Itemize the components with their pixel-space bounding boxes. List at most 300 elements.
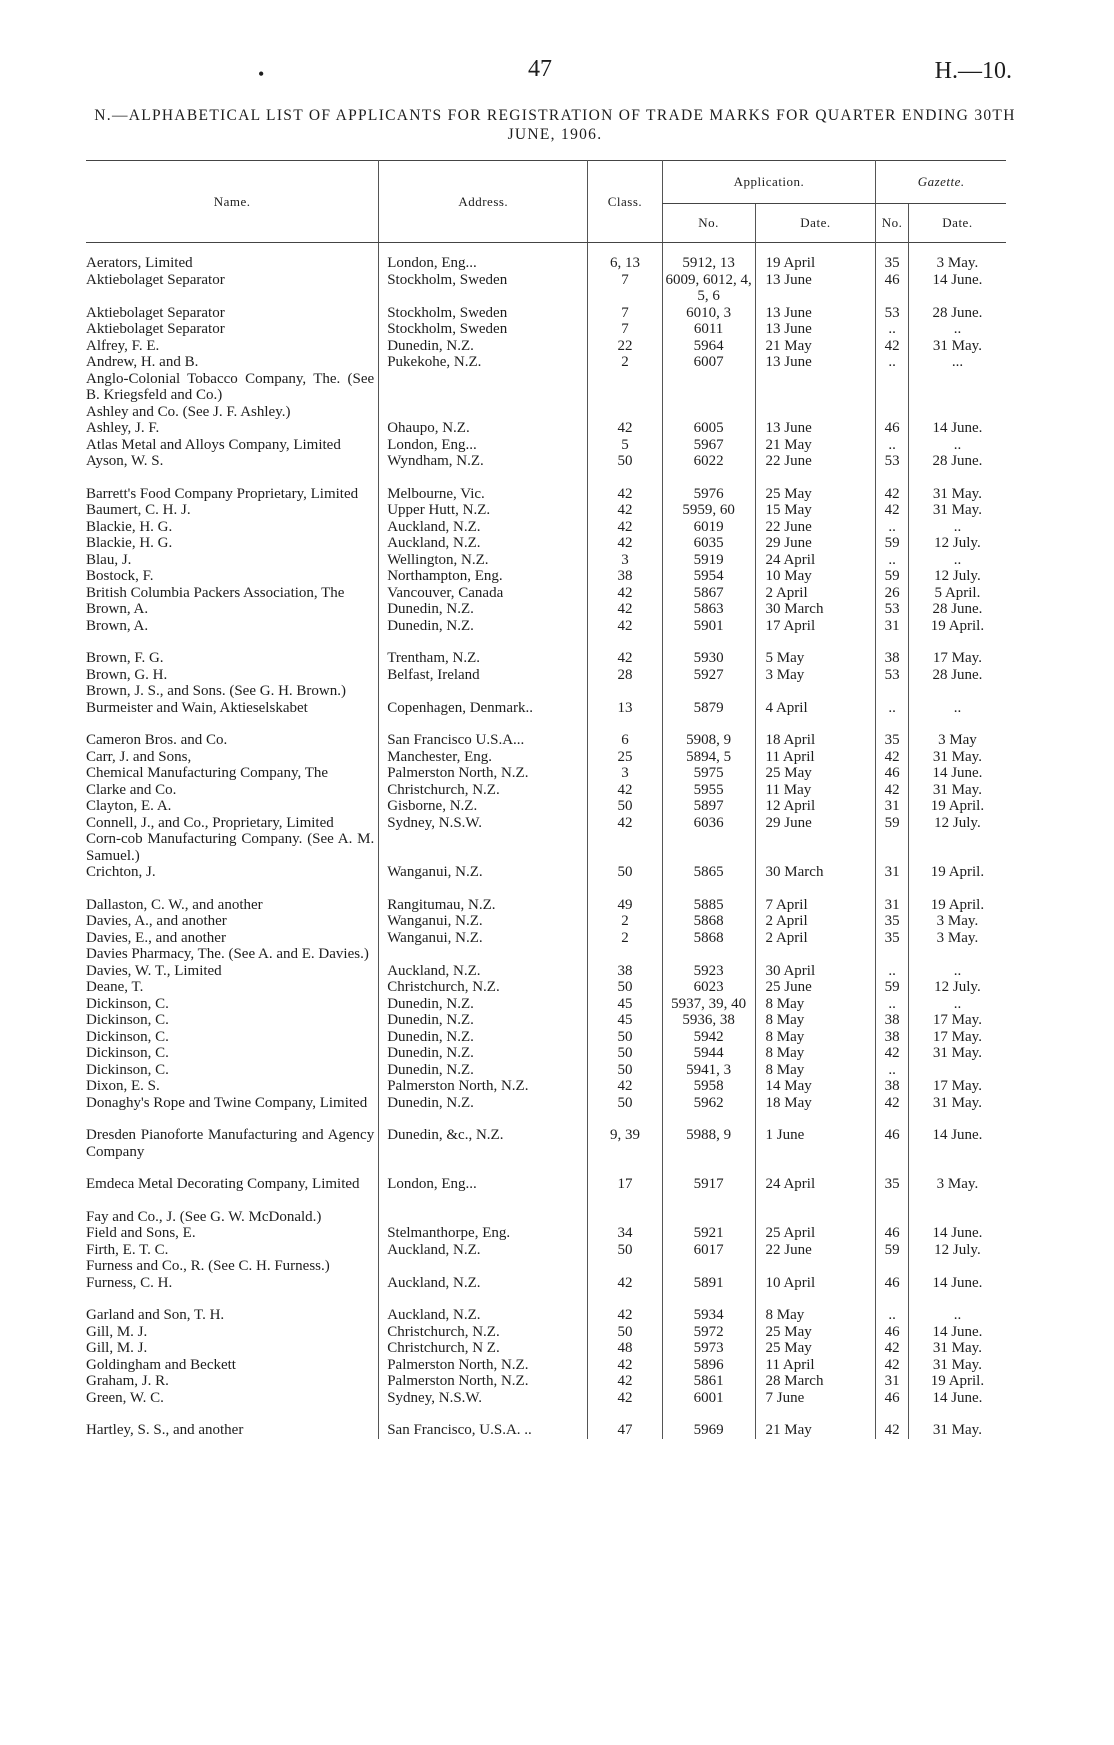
- gno-text: 46: [884, 1274, 900, 1291]
- cell-gdate: [908, 930, 1006, 947]
- cell-date: [755, 437, 876, 454]
- column-header-class: Class.: [588, 161, 662, 243]
- cell-class: [588, 1242, 662, 1259]
- cell-class: [588, 1373, 662, 1390]
- cell-date: [755, 404, 876, 421]
- cell-class: [588, 1324, 662, 1341]
- date-text: 13 June: [765, 321, 812, 337]
- cell-gno: [876, 486, 909, 503]
- spacer-cell: [588, 716, 662, 732]
- cell-date: [755, 732, 876, 749]
- cell-class: [588, 568, 662, 585]
- cell-date: [755, 321, 876, 338]
- name-text: Brown, J. S., and Sons. (See G. H. Brown.): [86, 683, 346, 699]
- cell-name: [86, 831, 379, 864]
- spacer-cell: [86, 1406, 379, 1422]
- name-text: Aerators, Limited: [86, 255, 193, 271]
- table-row: [86, 535, 1006, 552]
- cell-gno: [876, 404, 909, 421]
- cell-address: [379, 1324, 588, 1341]
- cell-date: [755, 1012, 876, 1029]
- gdate-text: ..: [953, 995, 962, 1012]
- name-text: Ayson, W. S.: [86, 453, 164, 469]
- class-text: 50: [617, 1323, 633, 1340]
- table-row: [86, 782, 1006, 799]
- cell-class: [588, 1258, 662, 1275]
- spacer-cell: [379, 470, 588, 486]
- cell-name: [86, 897, 379, 914]
- cell-gdate: [908, 831, 1006, 864]
- name-text: Cameron Bros. and Co.: [86, 732, 228, 748]
- gdate-text: 19 April.: [930, 1373, 985, 1389]
- address-text: Wyndham, N.Z.: [387, 453, 484, 469]
- table-row: [86, 305, 1006, 322]
- cell-class: [588, 618, 662, 635]
- cell-no: [662, 1045, 755, 1062]
- name-text: Goldingham and Beckett: [86, 1356, 236, 1373]
- gdate-text: 17 May.: [932, 1028, 982, 1045]
- cell-address: [379, 1045, 588, 1062]
- address-text: Rangitumau, N.Z.: [387, 896, 496, 913]
- no-text: 5868: [693, 913, 724, 929]
- date-text: 21 May: [765, 436, 812, 453]
- table-row: [86, 963, 1006, 980]
- class-text: 42: [617, 584, 633, 601]
- cell-class: [588, 486, 662, 503]
- spacer-cell: [755, 1111, 876, 1127]
- gno-text: 42: [884, 1340, 900, 1356]
- name-text: Brown, G. H.: [86, 666, 168, 683]
- cell-no: [662, 1357, 755, 1374]
- no-text: 5885: [693, 896, 724, 913]
- address-text: Dunedin, N.Z.: [387, 1012, 474, 1028]
- cell-name: [86, 765, 379, 782]
- cell-address: [379, 272, 588, 305]
- cell-date: [755, 765, 876, 782]
- cell-no: [662, 420, 755, 437]
- no-text: 5944: [693, 1045, 724, 1061]
- date-text: 11 April: [765, 748, 815, 765]
- no-text: 5975: [693, 765, 724, 781]
- spacer-cell: [379, 1111, 588, 1127]
- spacer-cell: [86, 881, 379, 897]
- cell-class: [588, 1225, 662, 1242]
- cell-address: [379, 1275, 588, 1292]
- address-text: Palmerston North, N.Z.: [387, 765, 529, 781]
- date-text: 10 April: [765, 1274, 816, 1291]
- gdate-text: ..: [953, 321, 962, 337]
- row-spacer: [86, 1160, 1006, 1176]
- table-row: [86, 979, 1006, 996]
- cell-class: [588, 404, 662, 421]
- name-text: Crichton, J.: [86, 864, 156, 880]
- no-text: 5927: [693, 666, 724, 683]
- gdate-text: 28 June.: [932, 666, 983, 683]
- cell-address: [379, 1340, 588, 1357]
- cell-class: [588, 798, 662, 815]
- no-text: 5861: [693, 1373, 724, 1389]
- cell-class: [588, 371, 662, 404]
- no-text: 5912, 13: [682, 255, 735, 271]
- spacer-cell: [588, 634, 662, 650]
- class-text: 42: [617, 1356, 633, 1373]
- class-text: 42: [617, 518, 633, 535]
- spacer-cell: [876, 1160, 909, 1176]
- gdate-text: 17 May.: [932, 1012, 982, 1028]
- address-text: Wanganui, N.Z.: [387, 864, 483, 880]
- no-text: 5942: [693, 1028, 724, 1045]
- cell-gno: [876, 650, 909, 667]
- date-text: 29 June: [765, 814, 812, 831]
- date-text: 8 May: [765, 1045, 805, 1061]
- gdate-text: 3 May.: [936, 255, 979, 271]
- date-text: 14 May: [765, 1078, 812, 1094]
- cell-no: [662, 667, 755, 684]
- gno-text: 46: [884, 1323, 900, 1340]
- address-text: Dunedin, N.Z.: [387, 601, 474, 617]
- table-row: [86, 732, 1006, 749]
- cell-gno: [876, 272, 909, 305]
- table-row: [86, 1422, 1006, 1439]
- class-text: 2: [621, 929, 629, 946]
- spacer-cell: [379, 881, 588, 897]
- cell-date: [755, 1373, 876, 1390]
- table-row: [86, 1258, 1006, 1275]
- date-text: 13 June: [765, 354, 812, 370]
- address-text: Auckland, N.Z.: [387, 962, 481, 979]
- cell-date: [755, 1209, 876, 1226]
- cell-gno: [876, 371, 909, 404]
- cell-name: [86, 1029, 379, 1046]
- gno-text: 31: [884, 798, 900, 814]
- no-text: 5955: [693, 781, 724, 798]
- cell-no: [662, 1127, 755, 1160]
- table-row: [86, 1029, 1006, 1046]
- cell-no: [662, 798, 755, 815]
- cell-no: [662, 437, 755, 454]
- cell-gno: [876, 1095, 909, 1112]
- cell-no: [662, 1095, 755, 1112]
- cell-name: [86, 1045, 379, 1062]
- date-text: 22 June: [765, 1241, 812, 1258]
- cell-gdate: [908, 437, 1006, 454]
- cell-address: [379, 946, 588, 963]
- name-text: Brown, F. G.: [86, 650, 164, 666]
- table-row: [86, 1357, 1006, 1374]
- no-text: 5934: [693, 1307, 724, 1323]
- cell-name: [86, 683, 379, 700]
- table-row: [86, 404, 1006, 421]
- cell-name: [86, 1324, 379, 1341]
- cell-class: [588, 1357, 662, 1374]
- table-row: [86, 1012, 1006, 1029]
- table-row: [86, 946, 1006, 963]
- cell-no: [662, 765, 755, 782]
- spacer-cell: [876, 634, 909, 650]
- gno-text: ..: [888, 699, 896, 716]
- cell-name: [86, 552, 379, 569]
- table-row: [86, 930, 1006, 947]
- gdate-text: 3 May.: [936, 1176, 979, 1192]
- name-text: Dickinson, C.: [86, 995, 169, 1012]
- address-text: Stockholm, Sweden: [387, 304, 508, 321]
- cell-no: [662, 1029, 755, 1046]
- table-row: [86, 486, 1006, 503]
- table-row: [86, 996, 1006, 1013]
- cell-name: [86, 585, 379, 602]
- name-text: Burmeister and Wain, Aktieselskabet: [86, 699, 308, 716]
- table-row: [86, 650, 1006, 667]
- cell-date: [755, 700, 876, 717]
- table-row: [86, 338, 1006, 355]
- cell-date: [755, 1127, 876, 1160]
- table-row: [86, 1307, 1006, 1324]
- gno-text: ..: [888, 995, 896, 1012]
- date-text: 2 April: [765, 584, 808, 601]
- row-spacer: [86, 1291, 1006, 1307]
- gno-text: 35: [884, 913, 900, 929]
- cell-gdate: [908, 667, 1006, 684]
- no-text: 5976: [693, 485, 724, 502]
- cell-no: [662, 864, 755, 881]
- spacer-cell: [588, 470, 662, 486]
- cell-name: [86, 963, 379, 980]
- date-text: 22 June: [765, 453, 812, 469]
- cell-class: [588, 1012, 662, 1029]
- spacer-cell: [755, 1193, 876, 1209]
- address-text: Dunedin, N.Z.: [387, 617, 474, 634]
- cell-name: [86, 1062, 379, 1079]
- spacer-cell: [662, 1406, 755, 1422]
- name-text: Dickinson, C.: [86, 1061, 169, 1078]
- cell-gdate: [908, 946, 1006, 963]
- cell-no: [662, 1176, 755, 1193]
- gdate-text: 14 June.: [932, 420, 983, 436]
- cell-gno: [876, 946, 909, 963]
- no-text: 5937, 39, 40: [671, 995, 747, 1012]
- no-text: 5867: [693, 584, 724, 601]
- cell-address: [379, 502, 588, 519]
- cell-no: [662, 815, 755, 832]
- cell-no: [662, 1225, 755, 1242]
- table-row: [86, 749, 1006, 766]
- address-text: Dunedin, N.Z.: [387, 995, 474, 1012]
- class-text: 5: [621, 436, 629, 453]
- gdate-text: 14 June.: [932, 1274, 983, 1291]
- table-row: [86, 1390, 1006, 1407]
- gdate-text: 14 June.: [932, 271, 983, 288]
- cell-gno: [876, 913, 909, 930]
- cell-date: [755, 963, 876, 980]
- gdate-text: ...: [951, 354, 964, 370]
- gno-text: 46: [884, 420, 900, 436]
- spacer-cell: [588, 1193, 662, 1209]
- cell-class: [588, 1209, 662, 1226]
- gdate-text: ..: [953, 1307, 962, 1323]
- cell-no: [662, 897, 755, 914]
- cell-name: [86, 979, 379, 996]
- gno-text: 31: [884, 617, 900, 634]
- row-spacer: [86, 1111, 1006, 1127]
- cell-address: [379, 765, 588, 782]
- cell-name: [86, 354, 379, 371]
- cell-address: [379, 749, 588, 766]
- cell-no: [662, 732, 755, 749]
- applicants-table: [86, 160, 1006, 1439]
- cell-date: [755, 749, 876, 766]
- no-text: 6022: [693, 453, 724, 469]
- table-row: [86, 354, 1006, 371]
- row-spacer: [86, 634, 1006, 650]
- table-row: [86, 519, 1006, 536]
- class-text: 38: [617, 962, 633, 979]
- spacer-cell: [876, 1291, 909, 1307]
- no-text: 5863: [693, 601, 724, 617]
- cell-name: [86, 601, 379, 618]
- cell-gdate: [908, 815, 1006, 832]
- cell-class: [588, 437, 662, 454]
- date-text: 12 April: [765, 798, 816, 814]
- gdate-text: 12 July.: [934, 814, 981, 831]
- class-text: 42: [617, 535, 633, 551]
- date-text: 15 May: [765, 502, 812, 518]
- spacer-cell: [755, 470, 876, 486]
- spacer-cell: [908, 470, 1006, 486]
- table-row: [86, 1340, 1006, 1357]
- cell-gdate: [908, 1422, 1006, 1439]
- gdate-text: 14 June.: [932, 765, 983, 781]
- no-text: 5908, 9: [686, 732, 732, 748]
- class-text: 42: [617, 1389, 633, 1406]
- cell-gno: [876, 1422, 909, 1439]
- name-text: Atlas Metal and Alloys Company, Limited: [86, 436, 341, 453]
- cell-no: [662, 371, 755, 404]
- cell-address: [379, 437, 588, 454]
- cell-date: [755, 420, 876, 437]
- cell-name: [86, 1176, 379, 1193]
- class-text: 17: [617, 1176, 633, 1192]
- name-text: Green, W. C.: [86, 1389, 164, 1406]
- cell-class: [588, 519, 662, 536]
- class-text: 45: [617, 995, 633, 1012]
- name-text: Blau, J.: [86, 551, 132, 568]
- cell-class: [588, 700, 662, 717]
- cell-name: [86, 1307, 379, 1324]
- table-row: [86, 815, 1006, 832]
- cell-no: [662, 1390, 755, 1407]
- spacer-cell: [379, 1160, 588, 1176]
- gno-text: ..: [888, 551, 896, 568]
- name-text: Brown, A.: [86, 617, 149, 634]
- date-text: 8 May: [765, 1061, 805, 1078]
- cell-class: [588, 864, 662, 881]
- table-row: [86, 585, 1006, 602]
- address-text: San Francisco, U.S.A. ..: [387, 1422, 532, 1438]
- name-text: Dickinson, C.: [86, 1045, 169, 1061]
- table-row: [86, 1045, 1006, 1062]
- name-text: Clayton, E. A.: [86, 798, 172, 814]
- cell-no: [662, 552, 755, 569]
- cell-gdate: [908, 1078, 1006, 1095]
- cell-address: [379, 1390, 588, 1407]
- cell-no: [662, 1209, 755, 1226]
- cell-name: [86, 453, 379, 470]
- cell-gno: [876, 437, 909, 454]
- cell-name: [86, 502, 379, 519]
- cell-gno: [876, 420, 909, 437]
- spacer-cell: [876, 1406, 909, 1422]
- cell-address: [379, 1357, 588, 1374]
- gdate-text: 14 June.: [932, 1127, 983, 1143]
- gno-text: 46: [884, 1389, 900, 1406]
- table-row: [86, 1242, 1006, 1259]
- cell-no: [662, 913, 755, 930]
- date-text: 25 May: [765, 1323, 812, 1340]
- address-text: Stockholm, Sweden: [387, 271, 508, 288]
- cell-date: [755, 1045, 876, 1062]
- cell-gdate: [908, 782, 1006, 799]
- cell-class: [588, 749, 662, 766]
- cell-no: [662, 946, 755, 963]
- address-text: Stelmanthorpe, Eng.: [387, 1225, 511, 1241]
- cell-gno: [876, 1029, 909, 1046]
- class-text: 42: [617, 781, 633, 798]
- gdate-text: 12 July.: [934, 535, 981, 551]
- address-text: Pukekohe, N.Z.: [387, 354, 482, 370]
- cell-gdate: [908, 1373, 1006, 1390]
- cell-name: [86, 1209, 379, 1226]
- gdate-text: 31 May.: [932, 748, 982, 765]
- address-text: Palmerston North, N.Z.: [387, 1356, 529, 1373]
- cell-address: [379, 1307, 588, 1324]
- address-text: Sydney, N.S.W.: [387, 814, 482, 831]
- address-text: Manchester, Eng.: [387, 748, 492, 765]
- gdate-text: 19 April.: [930, 617, 985, 634]
- table-row: [86, 1209, 1006, 1226]
- cell-name: [86, 272, 379, 305]
- row-spacer: [86, 1193, 1006, 1209]
- cell-date: [755, 650, 876, 667]
- cell-no: [662, 568, 755, 585]
- cell-date: [755, 782, 876, 799]
- cell-gdate: [908, 486, 1006, 503]
- class-text: 6: [621, 732, 629, 748]
- cell-no: [662, 601, 755, 618]
- cell-class: [588, 815, 662, 832]
- cell-no: [662, 535, 755, 552]
- row-spacer: [86, 716, 1006, 732]
- cell-address: [379, 1062, 588, 1079]
- cell-address: [379, 601, 588, 618]
- cell-no: [662, 1078, 755, 1095]
- class-text: 50: [617, 979, 633, 995]
- gno-text: 26: [884, 584, 900, 601]
- cell-gdate: [908, 683, 1006, 700]
- cell-class: [588, 930, 662, 947]
- cell-class: [588, 338, 662, 355]
- cell-gno: [876, 535, 909, 552]
- spacer-cell: [662, 1193, 755, 1209]
- address-text: Christchurch, N.Z.: [387, 1323, 500, 1340]
- cell-no: [662, 1242, 755, 1259]
- table-row: [86, 1095, 1006, 1112]
- document-reference: H.—10.: [934, 58, 1012, 84]
- cell-address: [379, 996, 588, 1013]
- spacer-cell: [908, 716, 1006, 732]
- cell-class: [588, 1062, 662, 1079]
- cell-class: [588, 667, 662, 684]
- cell-class: [588, 585, 662, 602]
